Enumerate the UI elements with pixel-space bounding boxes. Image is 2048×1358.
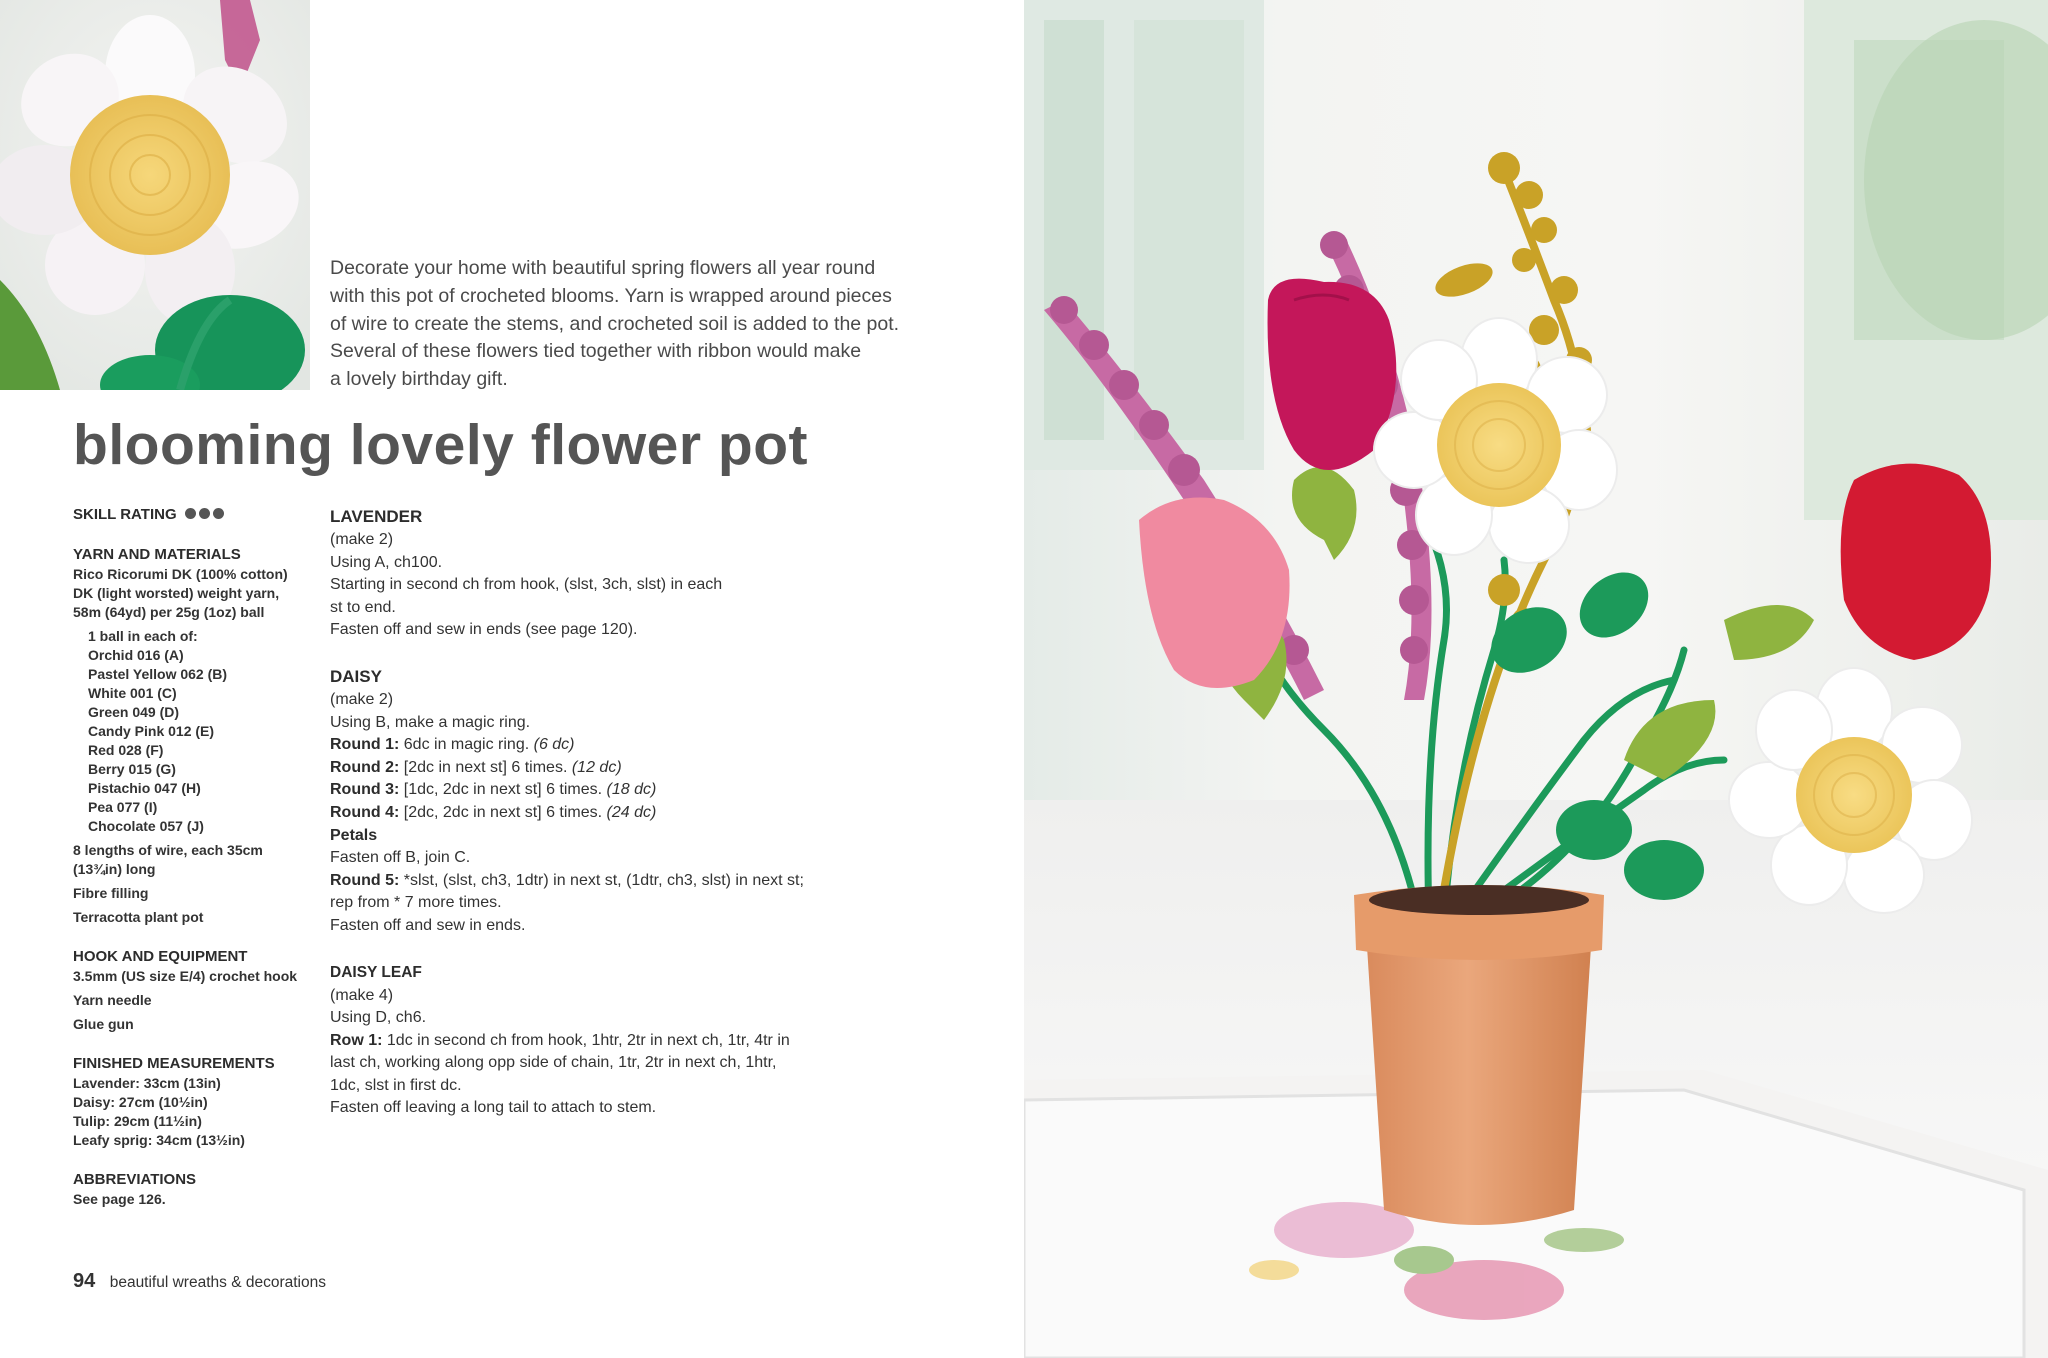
colour-item: Orchid 016 (A) — [88, 647, 184, 664]
daisy-closeup-photo — [0, 0, 310, 390]
leaf-row-1 — [330, 1030, 870, 1053]
petals-subheading — [330, 825, 870, 848]
colour-item: White 001 (C) — [88, 685, 177, 702]
stitch-count: (18 dc) — [606, 781, 657, 799]
yarn-heading: YARN AND MATERIALS — [73, 546, 241, 564]
daisy-line: Using B, make a magic ring. — [330, 713, 531, 731]
daisy-heading: DAISY — [330, 666, 382, 686]
colour-item: Pistachio 047 (H) — [88, 780, 201, 797]
measurement-item: Leafy sprig: 34cm (13½in) — [73, 1132, 245, 1149]
intro-line: of wire to create the stems, and crocheted soil is added to the pot. — [330, 312, 900, 335]
lavender-line: Fasten off and sew in ends (see page 120). — [330, 621, 638, 639]
lavender-line: st to end. — [330, 598, 396, 616]
wire-line: (13¾in) long — [73, 861, 156, 878]
abbreviations-ref: See page 126. — [73, 1191, 166, 1208]
glue-item: Glue gun — [73, 1016, 134, 1033]
petals-label: Petals — [330, 826, 378, 844]
daisy-line: Fasten off and sew in ends. — [330, 916, 526, 934]
stitch-count: (24 dc) — [606, 803, 657, 821]
daisy-closeup-illustration — [0, 0, 310, 390]
section-name: beautiful wreaths & decorations — [109, 1274, 326, 1291]
daisy-round-3 — [330, 779, 870, 802]
hook-item: 3.5mm (US size E/4) crochet hook — [73, 968, 298, 985]
daisy-make: (make 2) — [330, 690, 394, 708]
skill-rating-dots — [185, 505, 227, 525]
daisy-round-1 — [330, 734, 870, 757]
lavender-make: (make 2) — [330, 531, 394, 548]
measurement-item: Lavender: 33cm (13in) — [73, 1075, 221, 1092]
round-label: Round 3: — [330, 781, 400, 799]
leaf-line: last ch, working along opp side of chain, 1tr, 2tr in next ch, 1htr, — [330, 1054, 777, 1072]
wire-line: 8 lengths of wire, each 35cm — [73, 842, 263, 859]
flower-pot-photo — [1024, 0, 2048, 1358]
page-title: blooming lovely flower pot — [73, 413, 809, 477]
skill-dot-icon — [213, 508, 224, 519]
measurements-heading: FINISHED MEASUREMENTS — [73, 1055, 275, 1073]
leaf-make: (make 4) — [330, 986, 394, 1004]
daisy-round-5 — [330, 870, 870, 893]
round-text: [2dc, 2dc in next st] 6 times. — [399, 803, 607, 821]
daisy-line: rep from * 7 more times. — [330, 894, 502, 912]
intro-line: with this pot of crocheted blooms. Yarn is wrapped around pieces — [330, 284, 892, 307]
colour-item: Pea 077 (I) — [88, 799, 158, 816]
pattern-instructions — [330, 505, 870, 1120]
yarn-line: DK (light worsted) weight yarn, — [73, 585, 280, 602]
page-footer — [73, 1270, 326, 1293]
measurement-item: Daisy: 27cm (10½in) — [73, 1094, 208, 1111]
row-label: Row 1: — [330, 1031, 383, 1049]
colour-item: Berry 015 (G) — [88, 761, 176, 778]
stitch-count: (12 dc) — [571, 758, 622, 776]
round-text: [2dc in next st] 6 times. — [399, 758, 572, 776]
round-label: Round 1: — [330, 736, 400, 754]
round-label: Round 4: — [330, 803, 400, 821]
round-label: Round 5: — [330, 871, 400, 889]
colour-item: Candy Pink 012 (E) — [88, 723, 215, 740]
intro-line: Decorate your home with beautiful spring flowers all year round — [330, 257, 876, 279]
needle-item: Yarn needle — [73, 992, 152, 1009]
colour-item: Red 028 (F) — [88, 742, 164, 759]
round-text: *slst, (slst, ch3, 1dtr) in next st, (1dtr, ch3, slst) in next st; — [399, 871, 804, 889]
daisy-leaf-heading: DAISY LEAF — [330, 963, 422, 981]
measurement-item: Tulip: 29cm (11½in) — [73, 1113, 202, 1130]
skill-rating-label: SKILL RATING — [73, 506, 177, 523]
stitch-count: (6 dc) — [533, 736, 575, 754]
colour-item: Chocolate 057 (J) — [88, 818, 204, 835]
round-label: Round 2: — [330, 758, 400, 776]
abbreviations-heading: ABBREVIATIONS — [73, 1171, 197, 1189]
fibre-filling: Fibre filling — [73, 885, 149, 902]
round-text: [1dc, 2dc in next st] 6 times. — [399, 781, 607, 799]
daisy-line: Fasten off B, join C. — [330, 849, 471, 867]
materials-sidebar — [73, 505, 313, 1209]
flower-pot-illustration — [1024, 0, 2048, 1358]
ball-label: 1 ball in each of: — [88, 628, 198, 645]
daisy-round-2 — [330, 757, 870, 780]
skill-dot-icon — [185, 508, 196, 519]
skill-dot-icon — [199, 508, 210, 519]
colour-item: Pastel Yellow 062 (B) — [88, 666, 228, 683]
row-text: 1dc in second ch from hook, 1htr, 2tr in next ch, 1tr, 4tr in — [382, 1031, 790, 1049]
lavender-line: Using A, ch100. — [330, 553, 443, 571]
intro-line: Several of these flowers tied together with ribbon would make — [330, 340, 862, 363]
yarn-line: Rico Ricorumi DK (100% cotton) — [73, 566, 288, 583]
lavender-heading: LAVENDER — [330, 507, 423, 526]
yarn-line: 58m (64yd) per 25g (1oz) ball — [73, 604, 265, 621]
lavender-line: Starting in second ch from hook, (slst, 3ch, slst) in each — [330, 576, 723, 594]
round-text: 6dc in magic ring. — [399, 736, 534, 754]
hook-heading: HOOK AND EQUIPMENT — [73, 948, 248, 966]
leaf-line: Using D, ch6. — [330, 1009, 427, 1027]
daisy-round-4 — [330, 802, 870, 825]
skill-rating — [73, 505, 313, 525]
intro-line: a lovely birthday gift. — [330, 368, 508, 391]
plant-pot: Terracotta plant pot — [73, 909, 204, 926]
leaf-line: 1dc, slst in first dc. — [330, 1076, 462, 1094]
intro-paragraph — [330, 255, 930, 394]
page-number: 94 — [73, 1270, 96, 1292]
leaf-line: Fasten off leaving a long tail to attach to stem. — [330, 1099, 657, 1117]
colour-item: Green 049 (D) — [88, 704, 180, 721]
